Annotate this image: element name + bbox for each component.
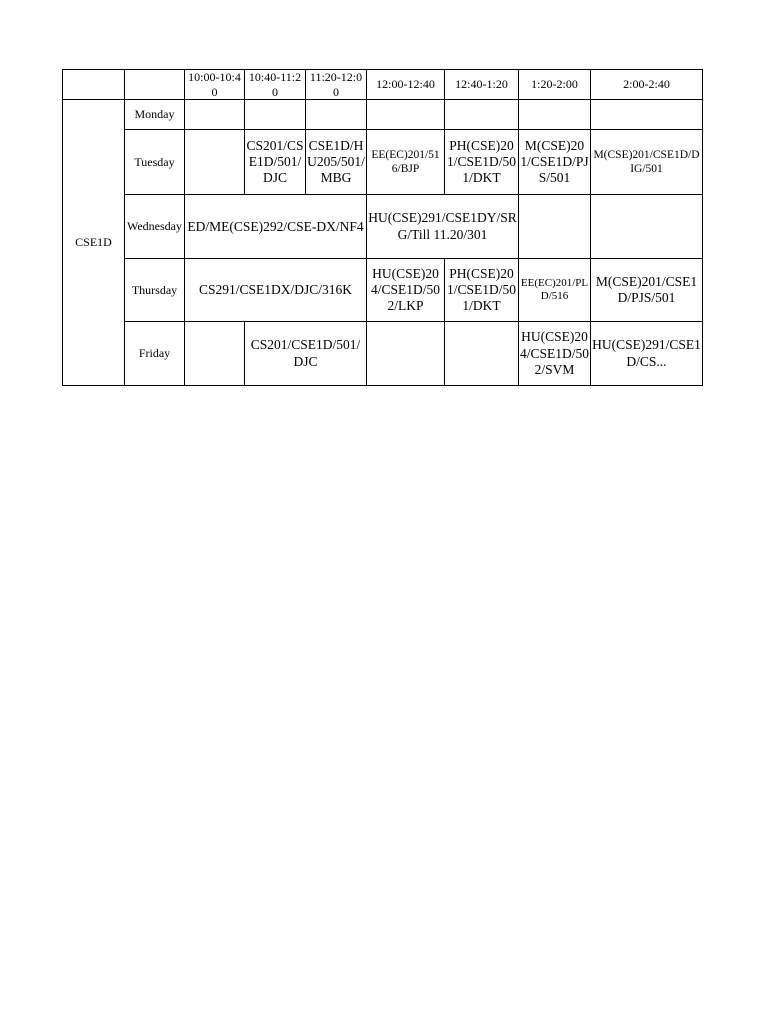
tuesday-row — [63, 130, 703, 195]
schedule-cell — [185, 322, 245, 386]
schedule-cell: CSE1D/HU205/501/MBG — [306, 130, 367, 195]
slot-header: 2:00-2:40 — [591, 70, 703, 100]
schedule-cell — [445, 322, 519, 386]
slot-header: 1:20-2:00 — [519, 70, 591, 100]
friday-row — [63, 322, 703, 386]
day-label: Thursday — [125, 259, 185, 322]
schedule-cell — [445, 100, 519, 130]
schedule-cell — [367, 100, 445, 130]
slot-header: 10:40-11:20 — [245, 70, 306, 100]
schedule-cell: CS201/CSE1D/501/DJC — [245, 322, 367, 386]
timetable — [62, 69, 703, 386]
header-row — [63, 70, 703, 100]
schedule-cell: M(CSE)201/CSE1D/PJS/501 — [519, 130, 591, 195]
schedule-cell: M(CSE)201/CSE1D/PJS/501 — [591, 259, 703, 322]
schedule-cell — [185, 130, 245, 195]
day-label: Wednesday — [125, 195, 185, 259]
schedule-cell — [519, 100, 591, 130]
schedule-cell — [306, 100, 367, 130]
schedule-cell: HU(CSE)291/CSE1D/CS... — [591, 322, 703, 386]
schedule-cell: HU(CSE)291/CSE1DY/SRG/Till 11.20/301 — [367, 195, 519, 259]
schedule-cell: CS201/CSE1D/501/DJC — [245, 130, 306, 195]
schedule-cell — [367, 322, 445, 386]
schedule-cell: PH(CSE)201/CSE1D/501/DKT — [445, 259, 519, 322]
schedule-cell — [591, 100, 703, 130]
schedule-cell: ED/ME(CSE)292/CSE-DX/NF4 — [185, 195, 367, 259]
schedule-cell: HU(CSE)204/CSE1D/502/LKP — [367, 259, 445, 322]
schedule-cell — [591, 195, 703, 259]
slot-header: 12:40-1:20 — [445, 70, 519, 100]
header-blank-cell — [125, 70, 185, 100]
schedule-cell: HU(CSE)204/CSE1D/502/SVM — [519, 322, 591, 386]
header-blank-cell — [63, 70, 125, 100]
slot-header: 12:00-12:40 — [367, 70, 445, 100]
schedule-cell: EE(EC)201/516/BJP — [367, 130, 445, 195]
schedule-cell: M(CSE)201/CSE1D/DIG/501 — [591, 130, 703, 195]
day-label: Tuesday — [125, 130, 185, 195]
section-label: CSE1D — [63, 100, 125, 386]
schedule-cell: EE(EC)201/PLD/516 — [519, 259, 591, 322]
wednesday-row — [63, 195, 703, 259]
monday-row — [63, 100, 703, 130]
schedule-cell: CS291/CSE1DX/DJC/316K — [185, 259, 367, 322]
thursday-row — [63, 259, 703, 322]
day-label: Monday — [125, 100, 185, 130]
slot-header: 10:00-10:40 — [185, 70, 245, 100]
schedule-cell — [185, 100, 245, 130]
schedule-cell: PH(CSE)201/CSE1D/501/DKT — [445, 130, 519, 195]
day-label: Friday — [125, 322, 185, 386]
schedule-cell — [245, 100, 306, 130]
slot-header: 11:20-12:00 — [306, 70, 367, 100]
schedule-cell — [519, 195, 591, 259]
